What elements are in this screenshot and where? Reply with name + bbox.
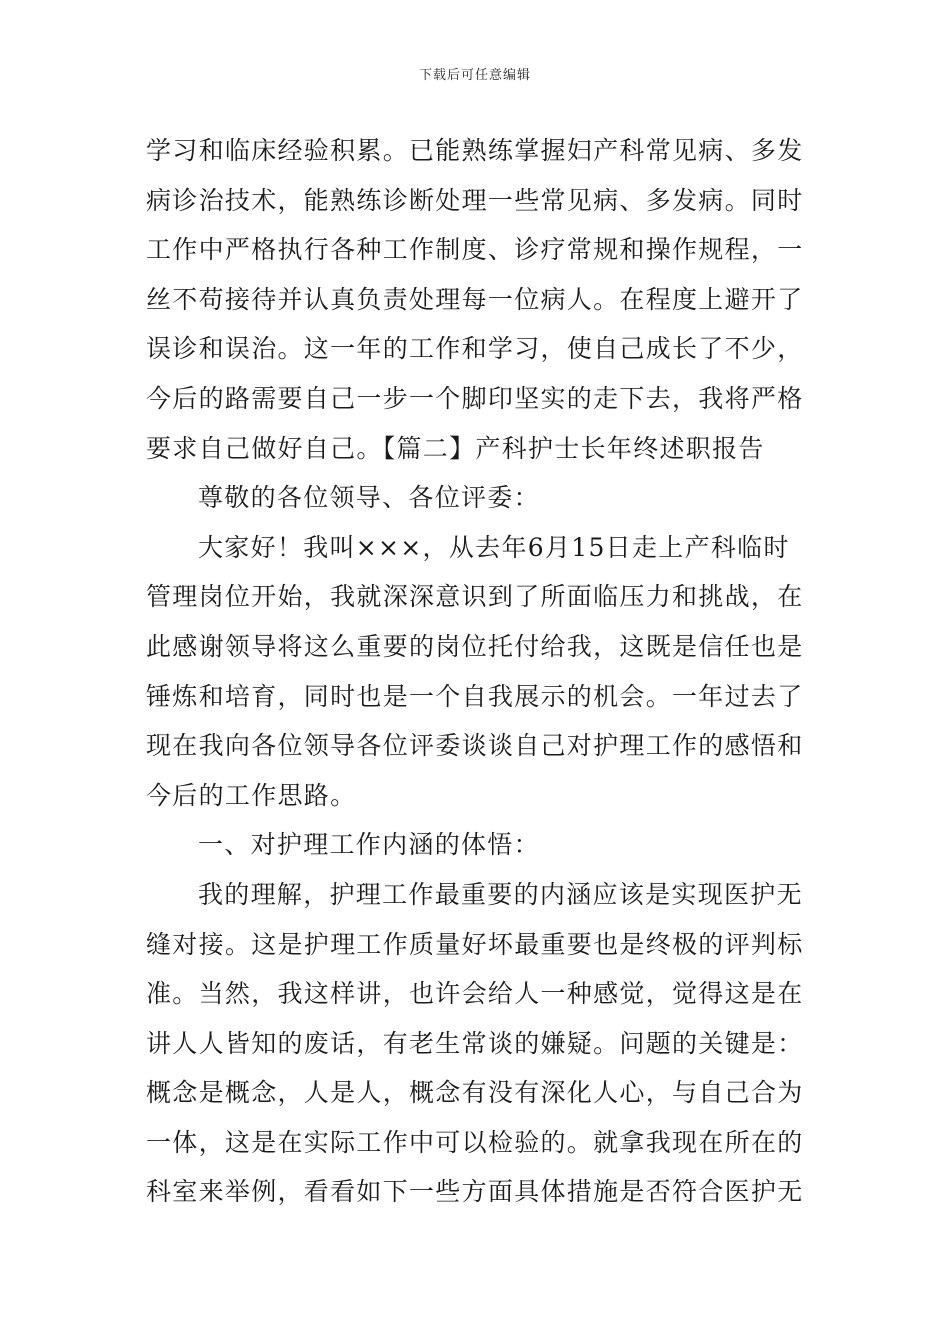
text-line: 科室来举例，看看如下一些方面具体措施是否符合医护无: [146, 1177, 804, 1207]
text-line: 今后的工作思路。: [146, 780, 357, 810]
text-line: 讲人人皆知的废话，有老生常谈的嫌疑。问题的关键是：: [146, 1028, 804, 1058]
text-line: 误诊和误治。这一年的工作和学习，使自己成长了不少，: [146, 334, 804, 364]
text-line: 一、对护理工作内涵的体悟：: [198, 830, 540, 860]
text-line: 概念是概念，人是人，概念有没有深化人心，与自己合为: [146, 1078, 804, 1108]
text-line: 我的理解，护理工作最重要的内涵应该是实现医护无: [198, 879, 803, 909]
text-line: 大家好！我叫×××，从去年6月15日走上产科临时: [198, 532, 790, 562]
text-line: 缝对接。这是护理工作质量好坏最重要也是终极的评判标: [146, 929, 804, 959]
text-line: 现在我向各位领导各位评委谈谈自己对护理工作的感悟和: [146, 731, 804, 761]
text-line: 要求自己做好自己。【篇二】产科护士长年终述职报告: [146, 433, 765, 463]
text-line: 此感谢领导将这么重要的岗位托付给我，这既是信任也是: [146, 631, 804, 661]
text-line: 丝不苟接待并认真负责处理每一位病人。在程度上避开了: [146, 284, 804, 314]
text-line: 学习和临床经验积累。已能熟练掌握妇产科常见病、多发: [146, 136, 804, 165]
text-line: 准。当然，我这样讲，也许会给人一种感觉，觉得这是在: [146, 979, 804, 1009]
text-line: 管理岗位开始，我就深深意识到了所面临压力和挑战，在: [146, 582, 804, 612]
text-line: 尊敬的各位领导、各位评委：: [198, 483, 540, 513]
text-line: 工作中严格执行各种工作制度、诊疗常规和操作规程，一: [146, 235, 804, 265]
text-line: 一体，这是在实际工作中可以检验的。就拿我现在所在的: [146, 1127, 804, 1157]
text-line: 今后的路需要自己一步一个脚印坚实的走下去，我将严格: [146, 383, 804, 413]
document-body: [146, 126, 816, 1217]
text-line: 锤炼和培育，同时也是一个自我展示的机会。一年过去了: [146, 681, 804, 711]
page-header: 下载后可任意编辑: [418, 68, 531, 83]
text-line: 病诊治技术，能熟练诊断处理一些常见病、多发病。同时: [146, 185, 804, 215]
